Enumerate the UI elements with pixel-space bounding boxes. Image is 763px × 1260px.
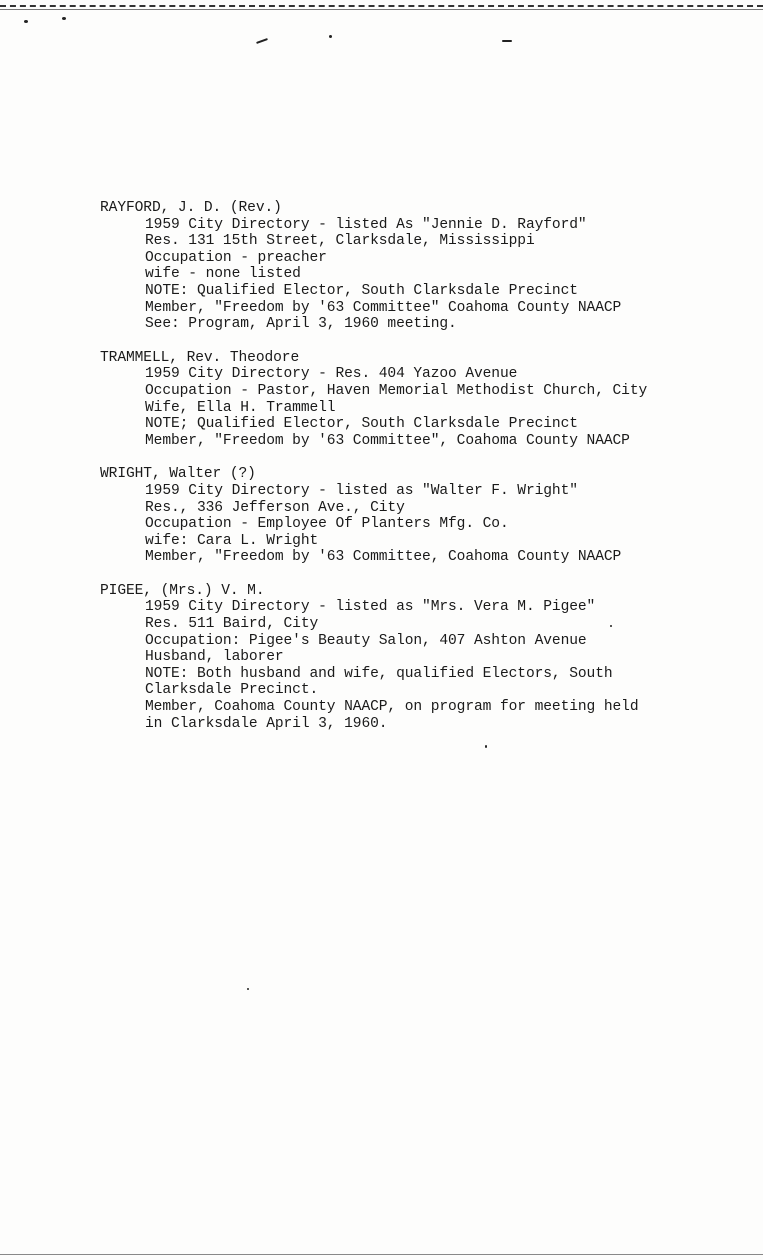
entry-line: Res. 511 Baird, City	[145, 616, 319, 633]
entry-line: Member, "Freedom by '63 Committee, Coahoma County NAACP	[145, 549, 622, 566]
top-border	[0, 5, 763, 7]
entry-name: TRAMMELL, Rev. Theodore	[100, 349, 300, 366]
entry-line: NOTE; Qualified Elector, South Clarksdale Precinct	[145, 416, 578, 433]
entry-line: Occupation: Pigee's Beauty Salon, 407 Ashton Avenue	[145, 632, 587, 649]
entry-line: 1959 City Directory - Res. 404 Yazoo Avenue	[145, 366, 518, 383]
entry-trammell	[100, 350, 740, 450]
entry-name: PIGEE, (Mrs.) V. M.	[100, 582, 265, 599]
speck	[62, 17, 66, 20]
entry-line: wife: Cara L. Wright	[145, 532, 319, 549]
entry-line: Occupation - Employee Of Planters Mfg. Co.	[145, 516, 509, 533]
entry-line: See: Program, April 3, 1960 meeting.	[145, 316, 457, 333]
entry-line: Occupation - Pastor, Haven Memorial Methodist Church, City	[145, 382, 648, 399]
entry-line: NOTE: Qualified Elector, South Clarksdale Precinct	[145, 282, 578, 299]
entry-line: Husband, laborer	[145, 649, 284, 666]
speck	[502, 40, 512, 42]
entry-line: 1959 City Directory - listed as "Mrs. Vera M. Pigee"	[145, 599, 596, 616]
entry-line: Member, Coahoma County NAACP, on program for meeting held	[145, 699, 639, 716]
entry-line: wife - none listed	[145, 266, 301, 283]
entry-line: NOTE: Both husband and wife, qualified Electors, South	[145, 665, 613, 682]
speck	[329, 35, 332, 38]
entry-line: Member, "Freedom by '63 Committee" Coahoma County NAACP	[145, 299, 622, 316]
entry-line: Occupation - preacher	[145, 249, 327, 266]
speck	[247, 988, 249, 990]
entry-pigee	[100, 583, 740, 732]
entry-name: RAYFORD, J. D. (Rev.)	[100, 200, 282, 216]
entry-line: Res., 336 Jefferson Ave., City	[145, 499, 405, 516]
entry-wright	[100, 466, 740, 566]
entry-line: in Clarksdale April 3, 1960.	[145, 715, 388, 732]
entry-line: Member, "Freedom by '63 Committee", Coahoma County NAACP	[145, 432, 630, 449]
entry-line: Res. 131 15th Street, Clarksdale, Mississippi	[145, 233, 535, 250]
entry-line: Clarksdale Precinct.	[145, 682, 319, 699]
entry-line: 1959 City Directory - listed as "Walter F. Wright"	[145, 482, 578, 499]
bottom-border	[0, 1254, 763, 1255]
speck	[24, 20, 28, 23]
entry-rayford	[100, 200, 740, 333]
entry-line: Wife, Ella H. Trammell	[145, 399, 336, 416]
document-body	[100, 200, 740, 749]
speck	[256, 38, 268, 44]
entry-line: 1959 City Directory - listed As "Jennie D. Rayford"	[145, 216, 587, 233]
entry-name: WRIGHT, Walter (?)	[100, 466, 256, 483]
top-border-inner	[0, 9, 763, 10]
